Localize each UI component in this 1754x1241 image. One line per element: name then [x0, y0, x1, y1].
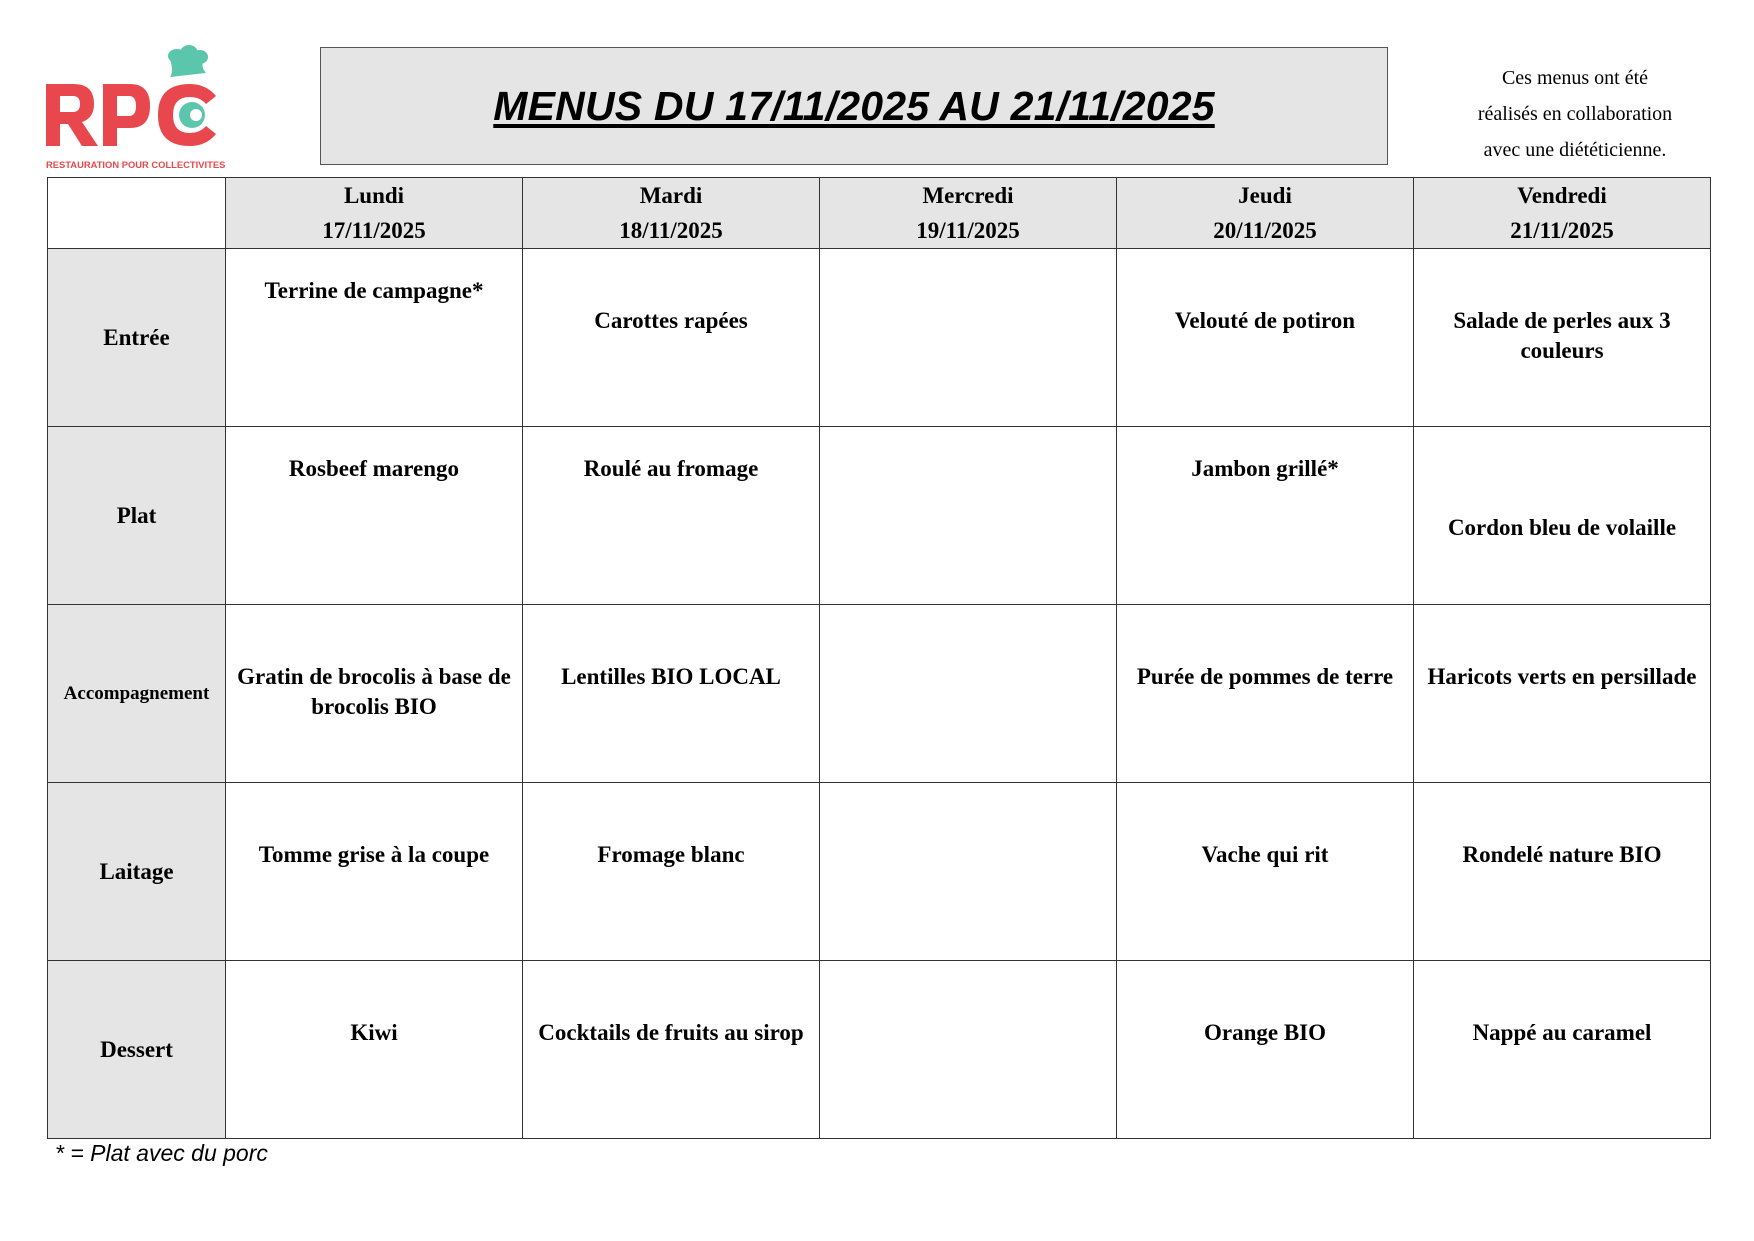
note-line: réalisés en collaboration [1477, 103, 1673, 125]
menu-cell [820, 783, 1117, 961]
dish-text: Nappé au caramel [1472, 1020, 1652, 1045]
day-header-lundi [226, 178, 523, 249]
dish-text: Gratin de brocolis à base de brocolis BIO [237, 664, 511, 719]
dish-text: Rosbeef marengo [288, 456, 460, 481]
day-date: 19/11/2025 [916, 218, 1020, 243]
menu-cell [1414, 249, 1711, 427]
menu-cell [820, 249, 1117, 427]
dish-text: Roulé au fromage [583, 456, 759, 481]
row-label: Entrée [48, 249, 226, 427]
day-date: 17/11/2025 [322, 218, 426, 243]
day-name: Lundi [343, 183, 405, 208]
corner-cell [48, 178, 226, 249]
dish-text: Jambon grillé* [1191, 456, 1339, 481]
menu-cell [1414, 961, 1711, 1139]
menu-cell [1414, 605, 1711, 783]
day-name: Mardi [639, 183, 703, 208]
dish-text: Velouté de potiron [1174, 308, 1356, 333]
dish-text: Tomme grise à la coupe [258, 842, 490, 867]
day-header-vendredi [1414, 178, 1711, 249]
day-name: Jeudi [1238, 183, 1292, 208]
logo-tagline: RESTAURATION POUR COLLECTIVITES [46, 159, 226, 170]
note-line: Ces menus ont été [1501, 67, 1649, 89]
dish-text: Carottes rapées [594, 308, 748, 333]
row-label: Accompagnement [48, 605, 226, 783]
dish-text: Fromage blanc [597, 842, 745, 867]
dish-text: Kiwi [350, 1020, 398, 1045]
menu-cell [1117, 961, 1414, 1139]
menu-cell [820, 427, 1117, 605]
menu-row-laitage [48, 783, 1711, 961]
menu-row-accompagnement [48, 605, 1711, 783]
row-label: Laitage [48, 783, 226, 961]
dietitian-note [1430, 60, 1720, 168]
menu-cell [226, 605, 523, 783]
dish-text: Terrine de campagne* [264, 278, 484, 303]
day-date: 18/11/2025 [619, 218, 723, 243]
menu-cell [523, 427, 820, 605]
rpc-logo [46, 44, 228, 170]
menu-cell [1117, 427, 1414, 605]
menu-cell [226, 783, 523, 961]
dish-text: Haricots verts en persillade [1427, 664, 1697, 689]
menu-cell [820, 605, 1117, 783]
menu-cell [1414, 427, 1711, 605]
day-header-mardi [523, 178, 820, 249]
menu-row-entree [48, 249, 1711, 427]
page-title: MENUS DU 17/11/2025 AU 21/11/2025 [493, 82, 1215, 129]
menu-row-plat [48, 427, 1711, 605]
dish-text: Rondelé nature BIO [1462, 842, 1662, 867]
day-header-mercredi [820, 178, 1117, 249]
menu-cell [1117, 783, 1414, 961]
day-date: 20/11/2025 [1213, 218, 1317, 243]
menu-cell [226, 961, 523, 1139]
header-row [48, 178, 1711, 249]
day-name: Mercredi [922, 183, 1014, 208]
day-name: Vendredi [1517, 183, 1607, 208]
menu-cell [1414, 783, 1711, 961]
note-line: avec une diététicienne. [1483, 139, 1667, 161]
dish-text: Lentilles BIO LOCAL [561, 664, 781, 689]
menu-cell [523, 605, 820, 783]
menu-cell [523, 249, 820, 427]
menu-cell [226, 249, 523, 427]
dish-text: Purée de pommes de terre [1136, 664, 1394, 689]
menu-cell [1117, 605, 1414, 783]
day-date: 21/11/2025 [1510, 218, 1614, 243]
menu-row-dessert [48, 961, 1711, 1139]
menu-cell [820, 961, 1117, 1139]
dish-text: Cordon bleu de volaille [1447, 515, 1677, 540]
dish-text: Cocktails de fruits au sirop [538, 1020, 804, 1045]
dish-text: Orange BIO [1203, 1020, 1327, 1045]
row-label: Dessert [48, 961, 226, 1139]
dish-text: Vache qui rit [1201, 842, 1329, 867]
day-header-jeudi [1117, 178, 1414, 249]
dish-text: Salade de perles aux 3 couleurs [1453, 308, 1671, 363]
menu-cell [523, 961, 820, 1139]
title-banner [320, 47, 1388, 165]
pork-footnote: * = Plat avec du porc [55, 1140, 268, 1166]
menu-cell [1117, 249, 1414, 427]
menu-cell [226, 427, 523, 605]
row-label: Plat [48, 427, 226, 605]
menu-cell [523, 783, 820, 961]
menu-table [47, 177, 1711, 1139]
